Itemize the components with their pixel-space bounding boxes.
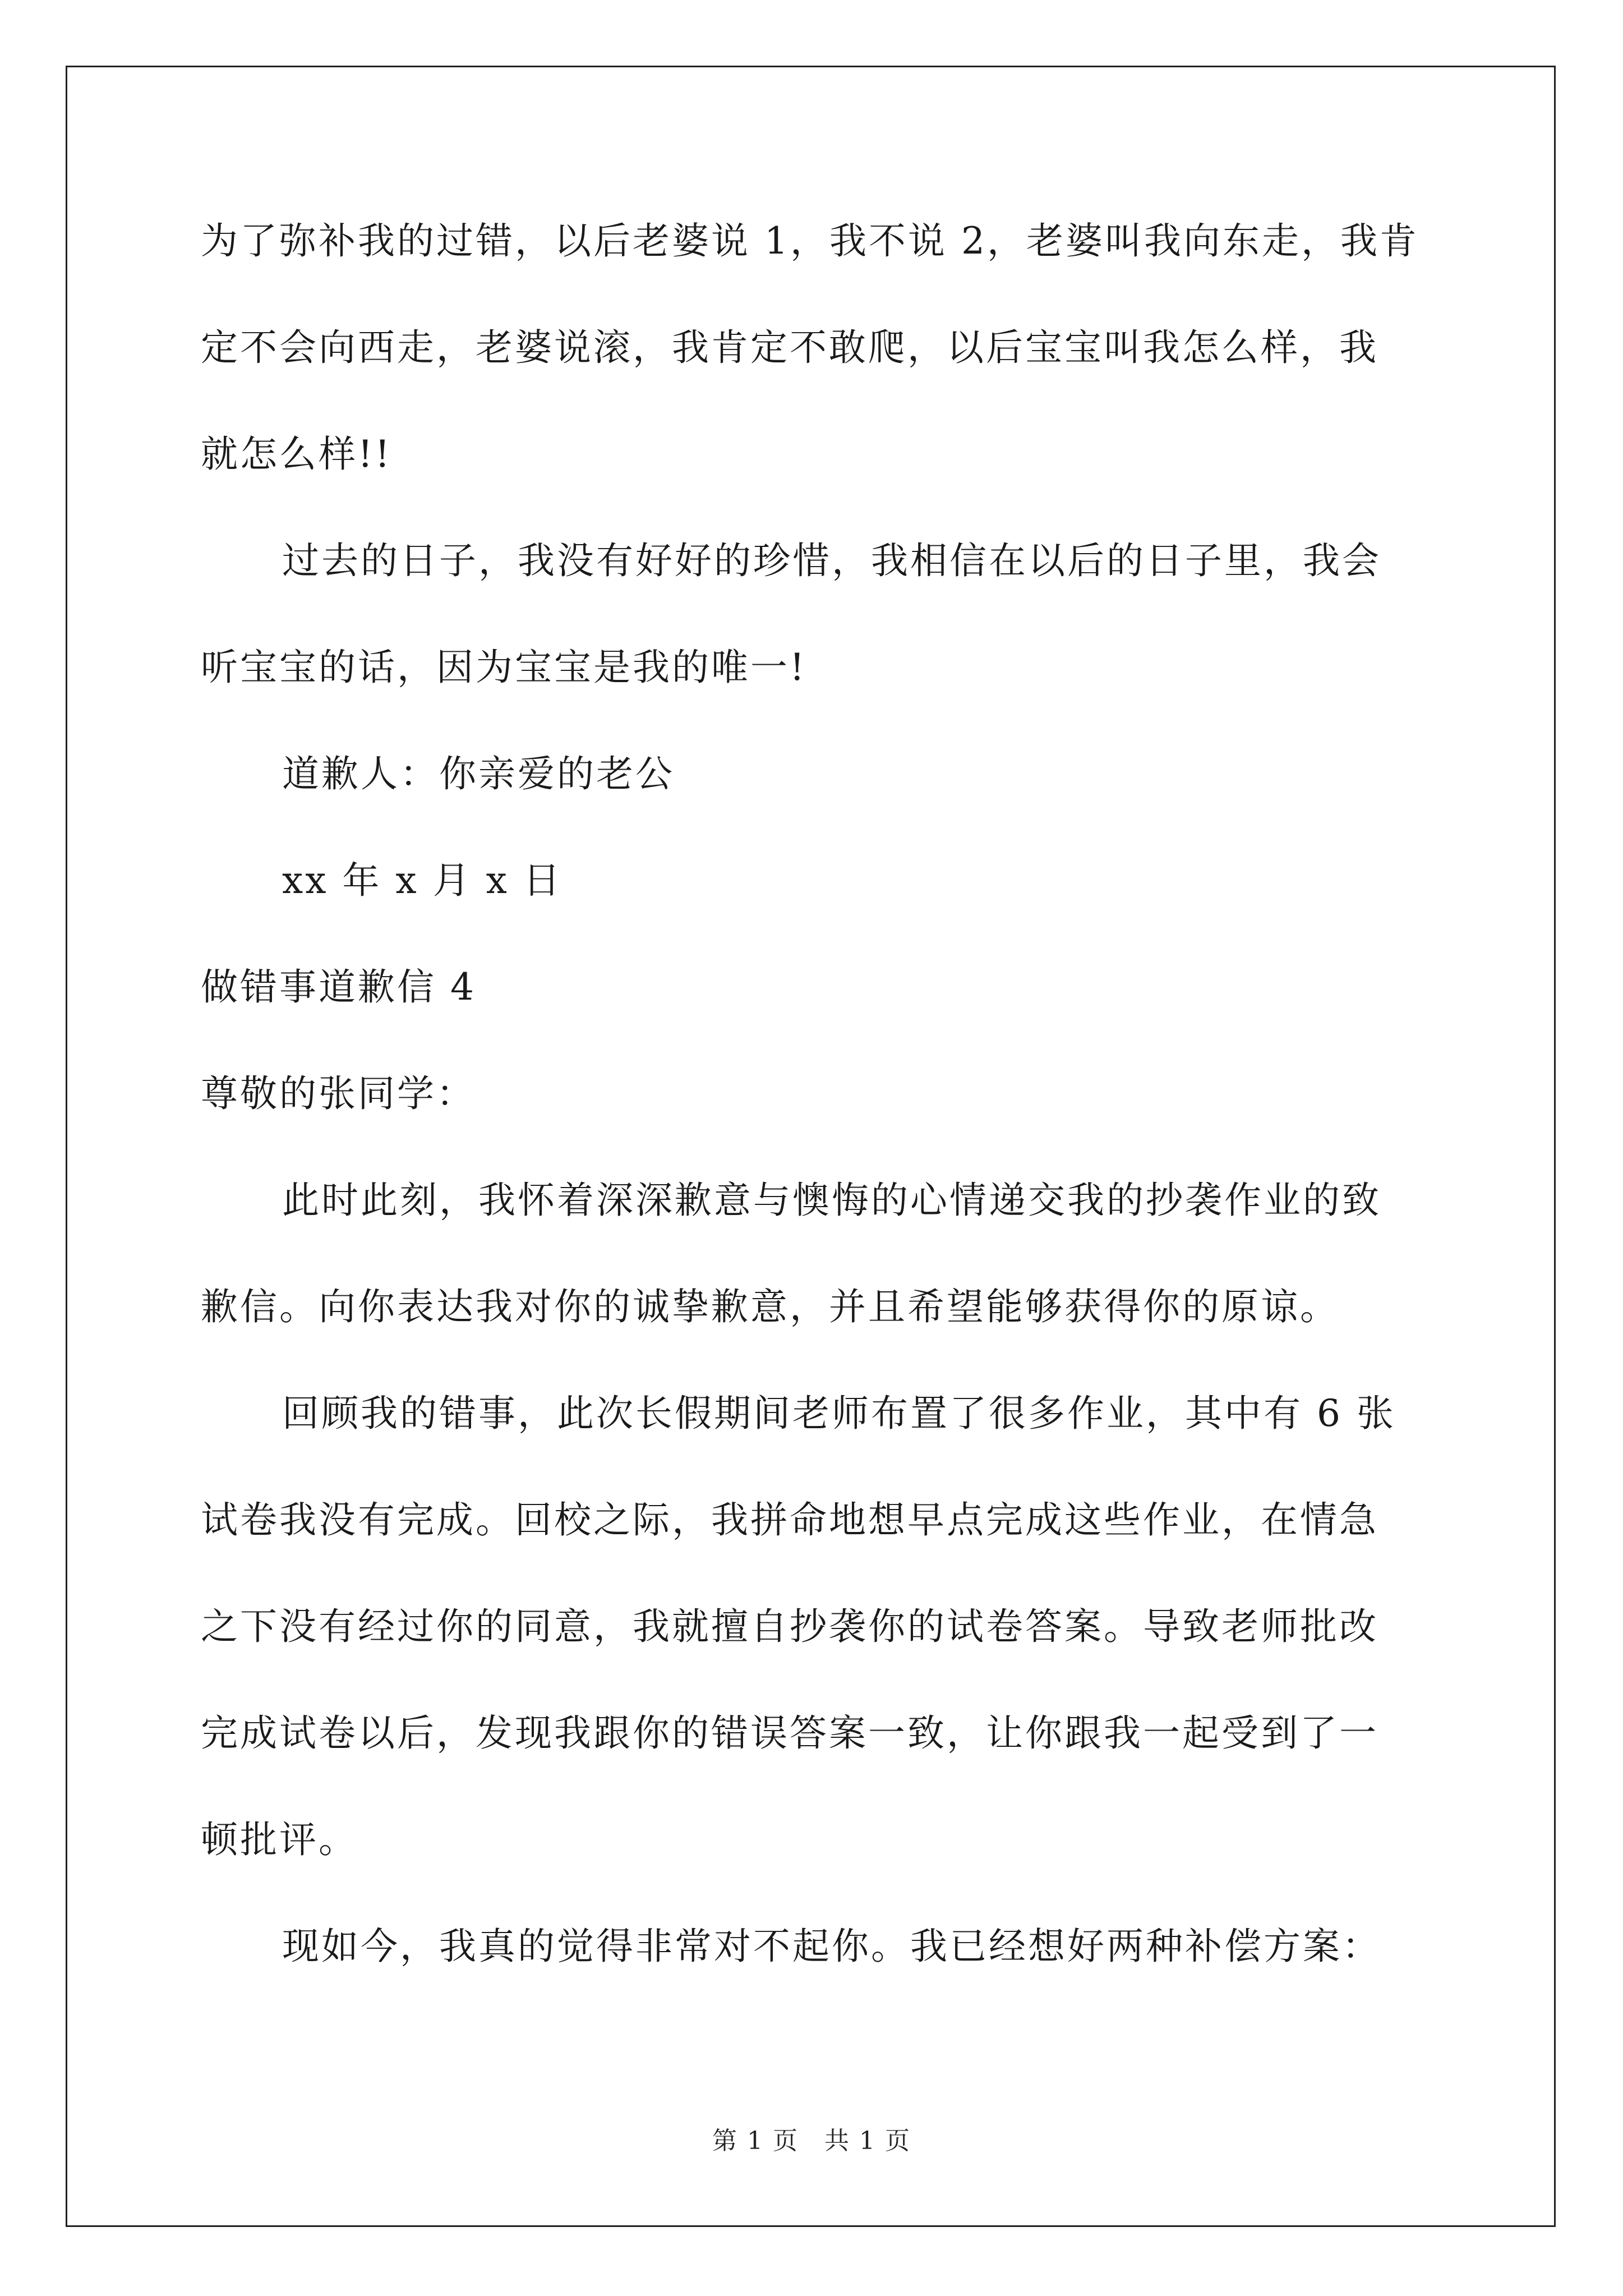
text-line: 过去的日子，我没有好好的珍惜，我相信在以后的日子里，我会 (282, 539, 1381, 582)
page-footer: 第 1 页 共 1 页 (712, 2127, 911, 2155)
text-line: 回顾我的错事，此次长假期间老师布置了很多作业，其中有 6 张 (282, 1392, 1396, 1435)
text-line: 试卷我没有完成。回校之际，我拼命地想早点完成这些作业，在情急 (201, 1498, 1378, 1542)
text-line: 现如今，我真的觉得非常对不起你。我已经想好两种补偿方案： (282, 1925, 1381, 1968)
text-line: 顿批评。 (201, 1818, 358, 1861)
signature-line: 道歉人：你亲爱的老公 (282, 752, 675, 795)
text-line: 完成试卷以后，发现我跟你的错误答案一致，让你跟我一起受到了一 (201, 1711, 1378, 1755)
text-line: 听宝宝的话，因为宝宝是我的唯一! (201, 646, 807, 689)
document-body (201, 188, 1429, 2000)
text-line: 此时此刻，我怀着深深歉意与懊悔的心情递交我的抄袭作业的致 (282, 1179, 1381, 1222)
date-line: xx 年 x 月 x 日 (282, 859, 562, 902)
text-line: 之下没有经过你的同意，我就擅自抄袭你的试卷答案。导致老师批改 (201, 1605, 1378, 1648)
text-line: 歉信。向你表达我对你的诚挚歉意，并且希望能够获得你的原谅。 (201, 1285, 1339, 1328)
text-line: 就怎么样!! (201, 432, 393, 476)
section-title: 做错事道歉信 4 (201, 965, 476, 1009)
text-line: 为了弥补我的过错，以后老婆说 1，我不说 2，老婆叫我向东走，我肯 (201, 219, 1419, 263)
salutation: 尊敬的张同学： (201, 1072, 476, 1115)
text-line: 定不会向西走，老婆说滚，我肯定不敢爬，以后宝宝叫我怎么样，我 (201, 326, 1378, 369)
